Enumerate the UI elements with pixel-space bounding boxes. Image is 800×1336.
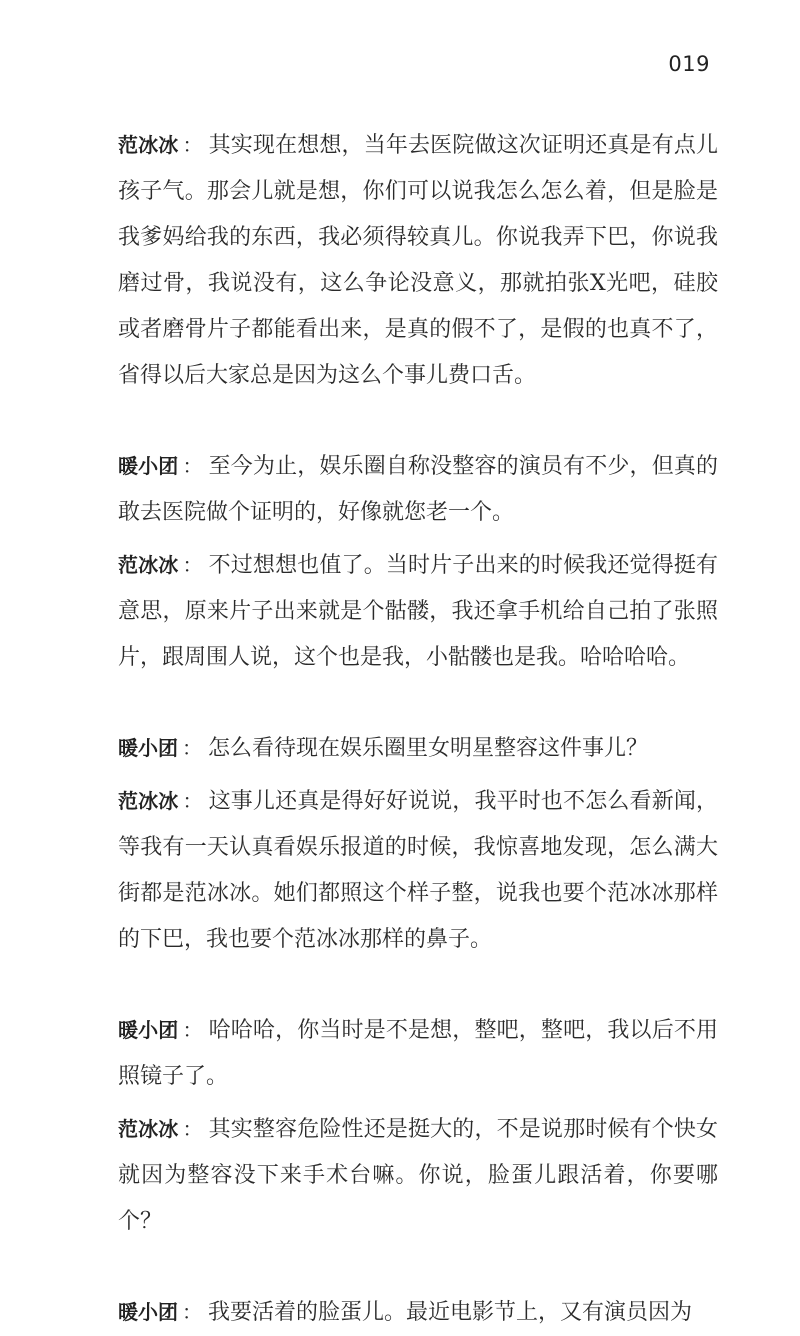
dialogue-text: 其实现在想想，当年去医院做这次证明还真是有点儿孩子气。那会儿就是想，你们可以说我怎么怎么着，但是脸是我爹妈给我的东西，我必须得较真儿。你说我弄下巴，你说我磨过骨，我说没有，这么争论没意义，那就拍张X光吧，硅胶或者磨骨片子都能看出来，是真的假不了，是假的也真不了，省得以后大家总是因为这么个事儿费口舌。 bbox=[118, 133, 718, 388]
dialogue-text: 哈哈哈，你当时是不是想，整吧，整吧，我以后不用照镜子了。 bbox=[118, 1018, 718, 1089]
speaker-colon: ： bbox=[182, 1117, 203, 1141]
speaker-colon: ： bbox=[182, 553, 203, 577]
dialogue-paragraph bbox=[118, 1007, 718, 1100]
dialogue-text: 至今为止，娱乐圈自称没整容的演员有不少，但真的敢去医院做个证明的，好像就您老一个。 bbox=[118, 454, 718, 525]
speaker-colon: ： bbox=[182, 1018, 203, 1042]
speaker-name: 范冰冰 bbox=[118, 789, 179, 813]
dialogue-paragraph bbox=[118, 1289, 718, 1336]
speaker-name: 范冰冰 bbox=[118, 133, 179, 157]
speaker-name: 暖小团 bbox=[118, 1018, 179, 1042]
speaker-colon: ： bbox=[182, 133, 203, 157]
dialogue-text: 怎么看待现在娱乐圈里女明星整容这件事儿？ bbox=[208, 736, 649, 761]
speaker-colon: ： bbox=[182, 736, 202, 760]
speaker-name: 暖小团 bbox=[118, 736, 178, 760]
speaker-name: 范冰冰 bbox=[118, 553, 179, 577]
speaker-name: 暖小团 bbox=[118, 454, 179, 478]
dialogue-paragraph bbox=[118, 443, 718, 536]
dialogue-text: 其实整容危险性还是挺大的，不是说那时候有个快女就因为整容没下来手术台嘛。你说，脸蛋儿跟活着，你要哪个？ bbox=[118, 1117, 718, 1234]
page-number: 019 bbox=[668, 52, 710, 76]
speaker-name: 暖小团 bbox=[118, 1300, 178, 1324]
dialogue-text: 这事儿还真是得好好说说，我平时也不怎么看新闻，等我有一天认真看娱乐报道的时候，我惊喜地发现，怎么满大街都是范冰冰。她们都照这个样子整，说我也要个范冰冰那样的下巴，我也要个范冰冰那样的鼻子。 bbox=[118, 789, 718, 952]
dialogue-text: 不过想想也值了。当时片子出来的时候我还觉得挺有意思，原来片子出来就是个骷髅，我还拿手机给自己拍了张照片，跟周围人说，这个也是我，小骷髅也是我。哈哈哈哈。 bbox=[118, 553, 718, 670]
speaker-colon: ： bbox=[182, 789, 203, 813]
dialogue-paragraph bbox=[118, 1106, 718, 1245]
dialogue-paragraph bbox=[118, 542, 718, 681]
speaker-colon: ： bbox=[182, 454, 203, 478]
dialogue-paragraph bbox=[118, 725, 718, 772]
dialogue-paragraph bbox=[118, 778, 718, 963]
dialogue-paragraph bbox=[118, 122, 718, 399]
speaker-name: 范冰冰 bbox=[118, 1117, 179, 1141]
dialogue-body bbox=[118, 122, 718, 1336]
dialogue-text: 我要活着的脸蛋儿。最近电影节上，又有演员因为 bbox=[208, 1300, 693, 1325]
speaker-colon: ： bbox=[182, 1300, 202, 1324]
